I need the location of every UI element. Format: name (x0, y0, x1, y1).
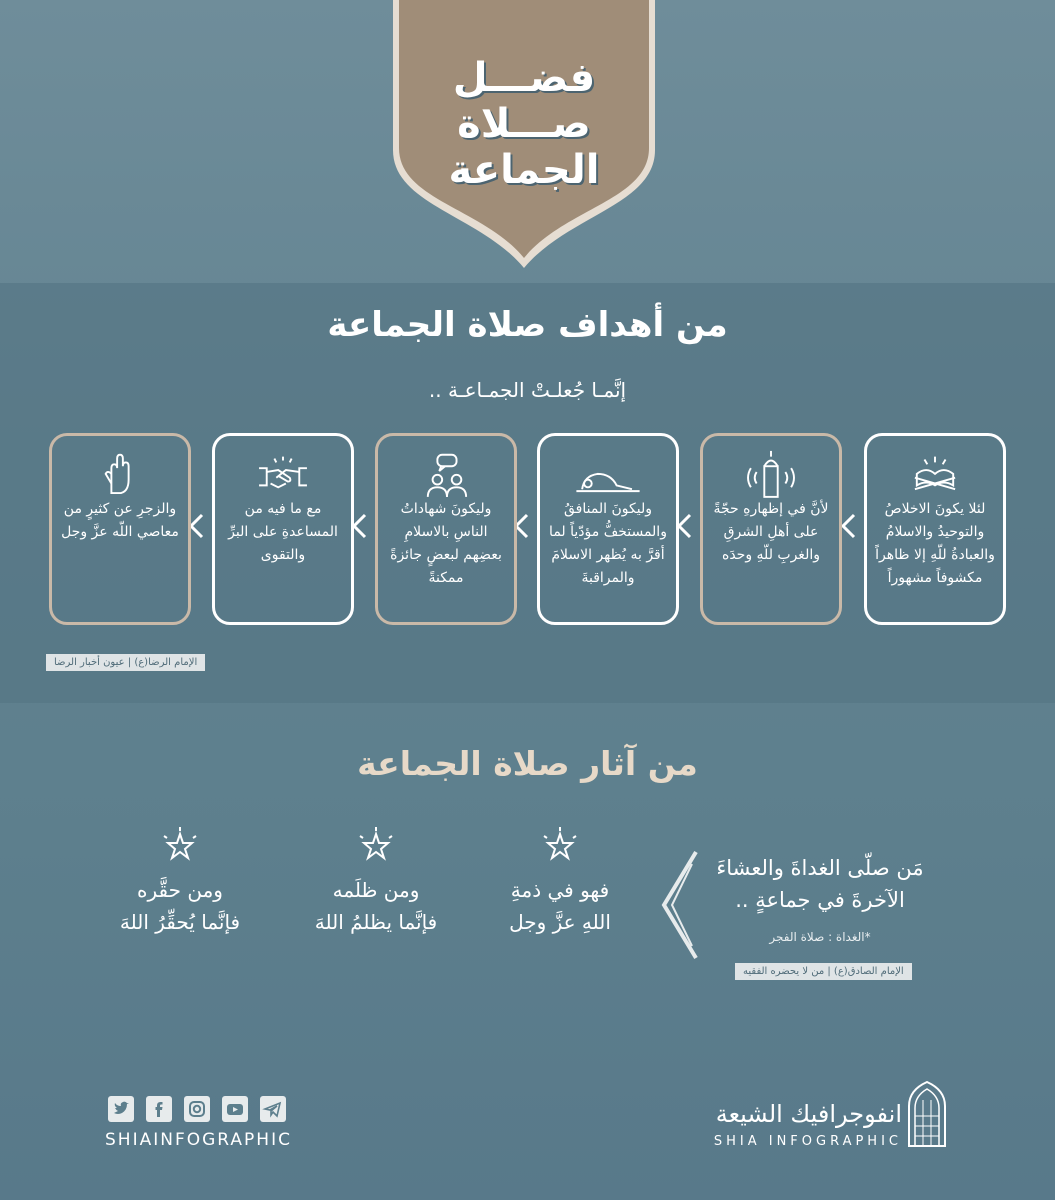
effect-line-2: فإنَّما يظلمُ اللهَ (314, 910, 438, 934)
mosque-window-logo (905, 1080, 949, 1148)
effect-line-2: اللهِ عزَّ وجل (509, 910, 611, 934)
raised-hand-icon (52, 444, 188, 499)
goal-card-text: وليكونَ شهاداتُ الناسِ بالاسلامِ بعضِهم لبعضٍ جائزةً ممكنةً (390, 501, 502, 586)
instagram-icon[interactable] (184, 1096, 210, 1122)
goals-subheading: إنَّمـا جُعلـتْ الجمـاعـة .. (428, 378, 627, 402)
youtube-icon[interactable] (222, 1096, 248, 1122)
star-icon (158, 826, 202, 866)
minaret-icon (703, 444, 839, 499)
effect-line-1: فهو في ذمةِ (510, 878, 610, 902)
star-icon (538, 826, 582, 866)
page-title (393, 55, 655, 193)
goal-card (375, 433, 517, 625)
goal-card (700, 433, 842, 625)
effect-line-1: ومن ظلَمه (332, 878, 420, 902)
title-line-1: فضـــل (452, 55, 596, 101)
title-line-3: الجماعة (448, 147, 600, 193)
effect-item (276, 874, 476, 938)
hadith-text: مَن صلّى الغداةَ والعشاءَ الآخرةَ في جماعةٍ .. (716, 856, 924, 912)
brand-name-english: SHIA INFOGRAPHIC (713, 1134, 902, 1149)
goals-source-tag: الإمام الرضا(ع) | عيون أخبار الرضا (46, 654, 205, 671)
hadith-source-tag: الإمام الصادق(ع) | من لا يحضره الفقيه (735, 963, 912, 980)
handshake-icon (215, 444, 351, 499)
quran-stand-icon (867, 444, 1003, 499)
twitter-icon[interactable] (108, 1096, 134, 1122)
star-icon (354, 826, 398, 866)
prostration-icon (540, 444, 676, 499)
goal-card-text: وليكونَ المنافقُ والمستخفُّ مؤدّياً لما أقرَّ به يُظهر الاسلامَ والمراقبةَ (549, 501, 667, 586)
effects-heading: من آثار صلاة الجماعة (357, 744, 698, 783)
hadith-note: *الغداة : صلاة الفجر (769, 930, 871, 944)
goals-heading: من أهداف صلاة الجماعة (327, 305, 728, 345)
goal-card (537, 433, 679, 625)
goal-card (212, 433, 354, 625)
people-talking-icon (378, 444, 514, 499)
title-line-2: صـــلاة (457, 101, 591, 147)
telegram-icon[interactable] (260, 1096, 286, 1122)
effect-item (460, 874, 660, 938)
goal-card-text: والزجرِ عن كثيرٍ من معاصي اللّه عزَّ وجل (61, 501, 179, 540)
goal-card (49, 433, 191, 625)
brand-name-arabic: انفوجرافيك الشيعة (715, 1100, 902, 1128)
social-handle: SHIAINFOGRAPHIC (105, 1130, 292, 1150)
goal-card-text: لئلا يكونَ الاخلاصُ والتوحيدُ والاسلامُ والعبادةُ للّهِ إلا ظاهراً مكشوفاً مشهوراً (875, 501, 995, 586)
goal-card-text: مع ما فيه من المساعدةِ على البرِّ والتقوى (228, 501, 338, 563)
goal-card (864, 433, 1006, 625)
chevron-left-icon (660, 850, 700, 960)
effect-line-2: فإنَّما يُحقِّرُ اللهَ (119, 910, 241, 934)
goal-card-text: لأنَّ في إظهارهِ حجّةً على أهلِ الشرقِ والغربِ للّهِ وحدَه (713, 501, 829, 563)
effect-item (80, 874, 280, 938)
effect-line-1: ومن حقَّره (137, 878, 223, 902)
facebook-icon[interactable] (146, 1096, 172, 1122)
